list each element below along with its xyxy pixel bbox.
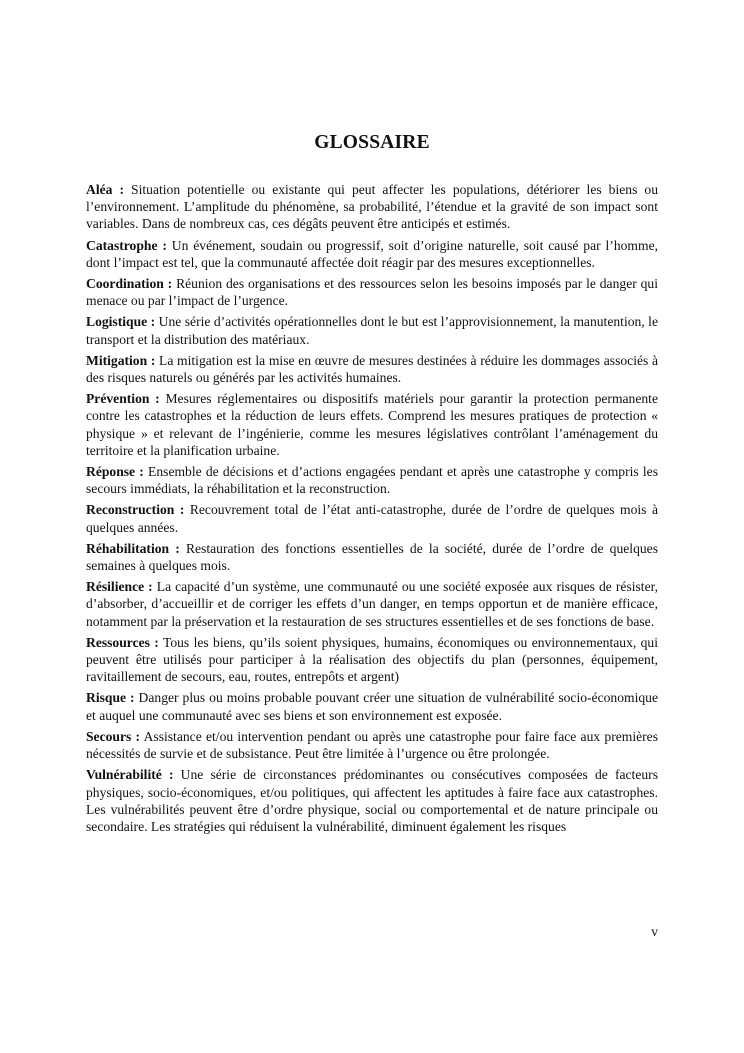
- glossary-entry-catastrophe: [86, 237, 658, 271]
- glossary-term: Reconstruction :: [86, 502, 185, 518]
- glossary-term: Logistique :: [86, 314, 156, 330]
- glossary-definition: Tous les biens, qu’ils soient physiques, humains, économiques ou environnementaux, qui peuvent être utilisés pour participer à la réalisation des objectifs du plan (personnes, équipement, ravitaillement de secours, eau, routes, entrepôts et argent): [86, 634, 659, 685]
- glossary-term: Coordination :: [86, 276, 173, 292]
- glossary-term: Prévention :: [86, 391, 160, 407]
- glossary-entry-logistique: [86, 313, 658, 347]
- glossary-term: Résilience :: [86, 579, 153, 595]
- glossary-entry-risque: [86, 689, 658, 723]
- glossary-entry-prevention: [86, 390, 658, 459]
- glossary-entry-vulnerabilite: [86, 766, 658, 835]
- page-title: GLOSSAIRE: [314, 132, 430, 153]
- glossary-list: [86, 181, 658, 839]
- glossary-definition: Une série d’activités opérationnelles dont le but est l’approvisionnement, la manutention, le transport et la distribution des matériaux.: [86, 314, 658, 347]
- glossary-term: Risque :: [86, 690, 135, 706]
- glossary-term: Catastrophe :: [86, 237, 167, 253]
- glossary-term: Vulnérabilité :: [86, 767, 174, 783]
- glossary-definition: Danger plus ou moins probable pouvant créer une situation de vulnérabilité socio-économique et auquel une communauté avec ses biens et son environnement est exposée.: [86, 690, 658, 723]
- glossary-entry-resilience: [86, 578, 658, 630]
- glossary-term: Réhabilitation :: [86, 540, 180, 556]
- glossary-term: Aléa :: [86, 182, 124, 197]
- glossary-term: Réponse :: [86, 464, 144, 480]
- glossary-definition: Un événement, soudain ou progressif, soit d’origine naturelle, soit causé par l’homme, dont l’impact est tel, que la communauté affectée doit réagir par des mesures exceptionnelles.: [86, 237, 658, 270]
- glossary-definition: Mesures réglementaires ou dispositifs matériels pour garantir la protection permanente contre les catastrophes et la réduction de leurs effets. Comprend les mesures pratiques de protection « physique » et relevant de l’ingénierie, comme les mesures législatives contrôlant l’aménagement du territoire et la planification urbaine.: [86, 391, 658, 458]
- glossary-definition: Réunion des organisations et des ressources selon les besoins imposés par le danger qui menace ou par l’impact de l’urgence.: [86, 276, 658, 309]
- glossary-entry-secours: [86, 728, 658, 762]
- page-number: v: [651, 924, 658, 939]
- glossary-entry-coordination: [86, 275, 658, 309]
- glossary-definition: La mitigation est la mise en œuvre de mesures destinées à réduire les dommages associés à des risques naturels ou générés par les activités humaines.: [86, 352, 658, 386]
- glossary-definition: Restauration des fonctions essentielles de la société, durée de l’ordre de quelques semaines à quelques mois.: [86, 540, 658, 574]
- glossary-entry-rehabilitation: [86, 540, 658, 574]
- glossary-entry-reponse: [86, 463, 658, 497]
- glossary-definition: Assistance et/ou intervention pendant ou après une catastrophe pour faire face aux premières nécessités de survie et de subsistance. Peut être limitée à l’urgence ou être prolongée.: [86, 728, 659, 762]
- glossary-term: Ressources :: [86, 634, 159, 650]
- glossary-definition: Ensemble de décisions et d’actions engagées pendant et après une catastrophe y compris les secours immédiats, la réhabilitation et la reconstruction.: [86, 464, 658, 497]
- glossary-definition: La capacité d’un système, une communauté ou une société exposée aux risques de résister, d’absorber, d’accueillir et de corriger les effets d’un danger, en temps opportun et de manière efficace, notamment par la préservation et la restauration de ses structures essentielles et de ses fonctions de base.: [86, 579, 658, 629]
- glossary-definition: Situation potentielle ou existante qui peut affecter les populations, détériorer les biens ou l’environnement. L’amplitude du phénomène, sa probabilité, l’étendue et la gravité de son impact sont variables. Dans de nombreux cas, ces dégâts peuvent être anticipés et estimés.: [86, 182, 659, 232]
- glossary-definition: Recouvrement total de l’état anti-catastrophe, durée de l’ordre de quelques mois à quelques années.: [86, 502, 658, 535]
- glossary-entry-mitigation: [86, 352, 658, 386]
- glossary-entry-alea: [86, 181, 658, 233]
- glossary-term: Secours :: [86, 728, 141, 744]
- glossary-entry-ressources: [86, 634, 658, 686]
- glossary-definition: Une série de circonstances prédominantes ou consécutives composées de facteurs physiques, socio-économiques, et/ou politiques, qui affectent les aptitudes à faire face aux catastrophes. Les vulnérabilités peuvent être d’ordre physique, social ou comportemental et de nature principale ou secondaire. Les stratégies qui réduisent la vulnérabilité, diminuent également les risques: [86, 767, 658, 834]
- glossary-term: Mitigation :: [86, 352, 156, 368]
- glossary-entry-reconstruction: [86, 501, 658, 535]
